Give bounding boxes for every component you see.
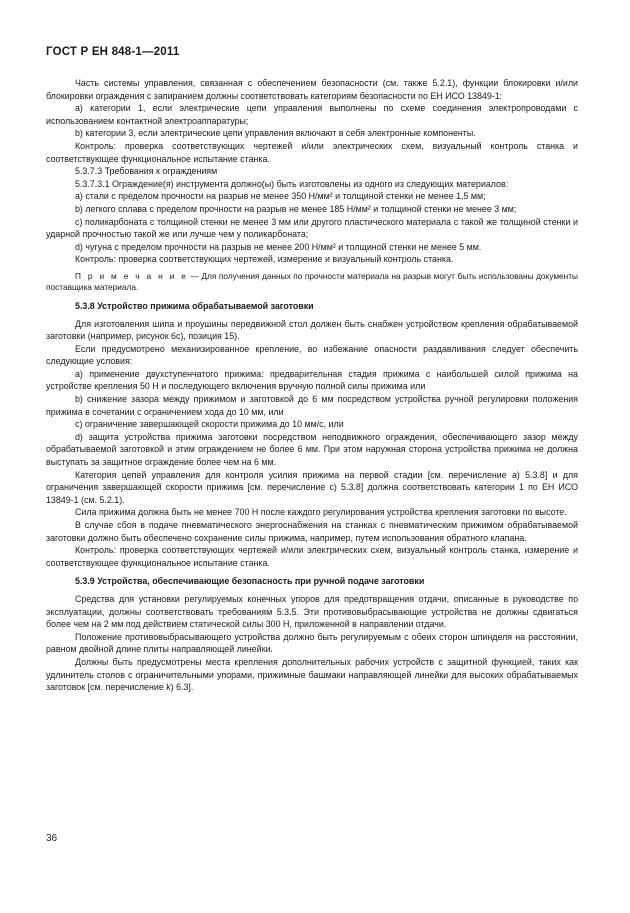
- paragraph: Если предусмотрено механизированное крепление, во избежание опасности раздавливания следует обеспечить следующие условия:: [46, 343, 578, 367]
- note-text: — Для получения данных по прочности материала на разрыв могут быть использованы документы поставщика материала.: [46, 270, 578, 293]
- paragraph: 5.3.7.3.1 Ограждение(я) инструмента должно(ы) быть изготовлены из одного из следующих материалов:: [75, 178, 509, 189]
- list-item: b) легкого сплава с пределом прочности на разрыв не менее 185 Н/мм² и толщиной стенки не менее 3 мм;: [75, 203, 517, 214]
- list-item: c) поликарбоната с толщиной стенки не менее 3 мм или другого пластического материала с такой же толщиной стенки и ударной прочностью такой же или лучше чем у поликарбоната;: [46, 216, 578, 240]
- subsection-title: 5.3.7.3 Требования к ограждениям: [75, 166, 218, 177]
- list-item: d) защита устройства прижима заготовки посредством неподвижного ограждения, обеспечивающего зазор между обрабатываемой заготовкой и этим ограждением не более 6 мм. При этом наружная сторона устройства прижима не должна выступать за защитное ограждение более чем на 6 мм.: [46, 431, 578, 468]
- list-item: c) ограничение завершающей скорости прижима до 10 мм/с, или: [75, 419, 344, 430]
- document-header: ГОСТ Р ЕН 848-1—2011: [46, 46, 180, 58]
- list-item: a) категории 1, если электрические цепи управления выполнены по схеме соединения электропроводами с использованием контактной электроаппаратуры;: [46, 103, 578, 126]
- list-item: d) чугуна с пределом прочности на разрыв не менее 200 Н/мм² и толщиной стенки не менее 5 мм.: [75, 241, 482, 252]
- paragraph: Контроль: проверка соответствующих чертежей и/или электрических схем, визуальный контроль станка, измерение и соответствующее функциональное испытание станка.: [46, 545, 578, 568]
- note-lead: П р и м е ч а н и е: [75, 270, 189, 281]
- paragraph: Сила прижима должна быть не менее 700 Н после каждого регулирования устройства крепления заготовки по высоте.: [75, 507, 567, 518]
- paragraph: Часть системы управления, связанная с обеспечением безопасности (см. также 5.2.1), функции блокировки и/или блокировки ограждения с запиранием должны соответствовать категориям безопасности по ЕН ИСО 13849-1:: [46, 78, 578, 101]
- paragraph: Для изготовления шипа и проушины передвижной стол должен быть снабжен устройством крепления обрабатываемой заготовки (например, рисунок 6с), позиция 15).: [46, 318, 578, 342]
- note: [46, 271, 578, 294]
- page-number: 36: [46, 833, 58, 844]
- document-body: [46, 77, 578, 694]
- section-title-538: 5.3.8 Устройство прижима обрабатываемой заготовки: [75, 300, 314, 311]
- paragraph: Категория цепей управления для контроля усилия прижима на первой стадии [см. перечисление а) 5.3.8] и для ограничения завершающей скорости прижима [см. перечисление с) 5.3.8] должна соответствовать категории 1 по ЕН ИСО 13849-1 (см. 5.2.1).: [46, 469, 578, 505]
- list-item: b) категории 3, если электрические цепи управления включают в себя электронные компоненты.: [75, 128, 476, 139]
- section-title-539: 5.3.9 Устройства, обеспечивающие безопасность при ручной подаче заготовки: [75, 576, 425, 587]
- paragraph: Контроль: проверка соответствующих чертежей, измерение и визуальный контроль станка.: [75, 254, 454, 265]
- list-item: a) применение двухступенчатого прижима: предварительная стадия прижима с наибольшей силой прижима на устройстве крепления 50 Н и последующего включения вручную полной силы прижима или: [46, 368, 578, 392]
- paragraph: Положение противовыбрасывающего устройства должно быть регулируемым с обеих сторон шпинделя на расстоянии, равном двойной длине плиты направляющей линейки.: [46, 631, 578, 655]
- list-item: b) снижение зазора между прижимом и заготовкой до 6 мм посредством устройства ручной регулировки положения прижима в сочетании с ограничением хода до 10 мм, или: [46, 394, 578, 417]
- paragraph: Контроль: проверка соответствующих чертежей и/или электрических схем, визуальный контроль станка и соответствующее функциональное испытание станка.: [46, 140, 578, 164]
- paragraph: Должны быть предусмотрены места крепления дополнительных рабочих устройств с защитной функцией, таких как удлинитель столов с ограничительными упорами, прижимные башмаки направляющей линейки для высоких обрабатываемых заготовок [см. перечисление k) 6.3].: [46, 656, 578, 693]
- paragraph: Средства для установки регулируемых конечных упоров для предотвращения отдачи, описанные в руководстве по эксплуатации, должны соответствовать требованиям 5.3.5. Эти противовыбрасывающие устройства не должны сдвигаться более чем на 2 мм под действием статической силы 300 Н, приложенной в направлении отдачи.: [46, 593, 578, 630]
- list-item: a) стали с пределом прочности на разрыв не менее 350 Н/мм² и толщиной стенки не менее 1,5 мм;: [75, 191, 486, 202]
- paragraph: В случае сбоя в подаче пневматического энергоснабжения на станках с пневматическим прижимом обрабатываемой заготовки должно быть обеспечено сохранение силы прижима, например, путем использования обратного клапана.: [46, 520, 578, 543]
